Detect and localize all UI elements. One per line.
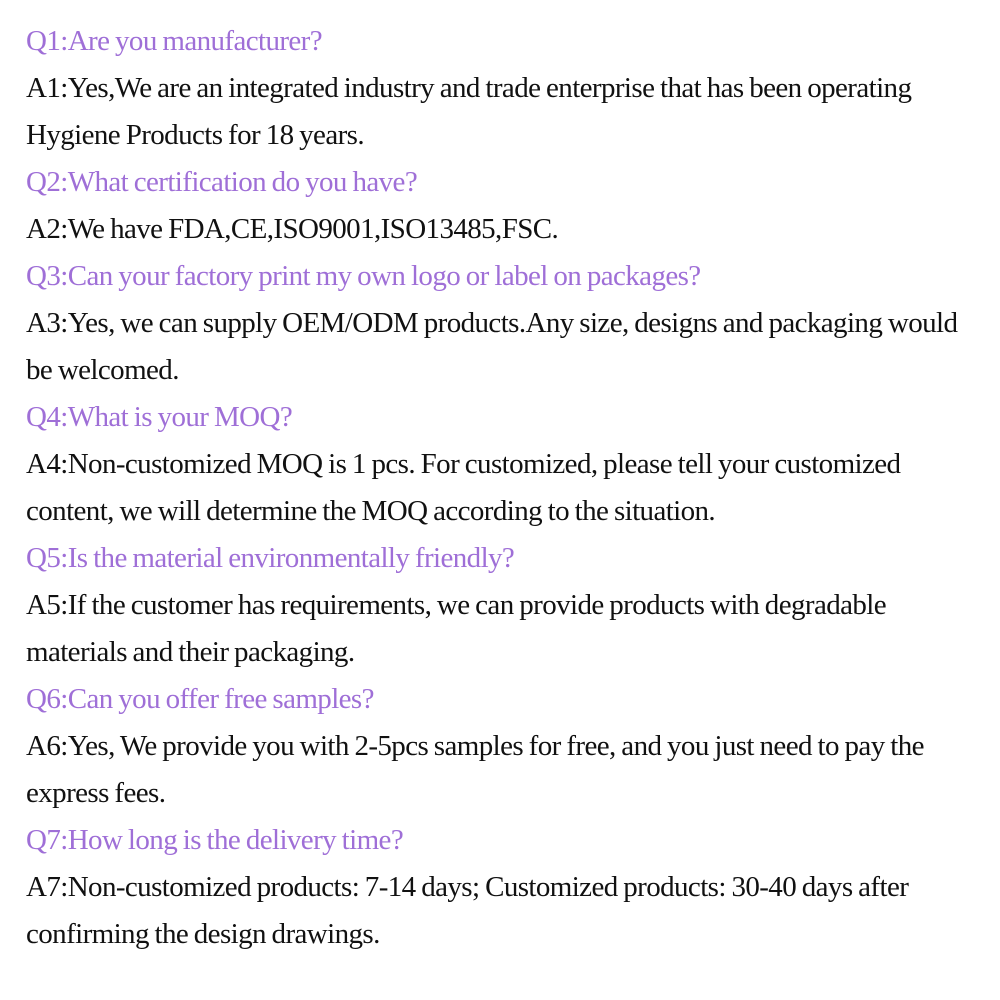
- faq-question-6: Q6:Can you offer free samples?: [26, 683, 374, 715]
- faq-answer-3: A3:Yes, we can supply OEM/ODM products.Any size, designs and packaging would be welcomed.: [26, 307, 958, 386]
- faq-answer-4: A4:Non-customized MOQ is 1 pcs. For customized, please tell your customized content, we will determine the MOQ according to the situation.: [26, 448, 901, 527]
- faq-question-2: Q2:What certification do you have?: [26, 166, 418, 198]
- faq-question-4: Q4:What is your MOQ?: [26, 401, 293, 433]
- faq-answer-1: A1:Yes,We are an integrated industry and trade enterprise that has been operating Hygiene Products for 18 years.: [26, 72, 912, 151]
- faq-list: [26, 18, 976, 958]
- faq-answer-5: A5:If the customer has requirements, we can provide products with degradable materials and their packaging.: [26, 589, 887, 668]
- faq-answer-6: A6:Yes, We provide you with 2-5pcs samples for free, and you just need to pay the express fees.: [26, 730, 924, 809]
- faq-question-1: Q1:Are you manufacturer?: [26, 25, 323, 57]
- faq-answer-7: A7:Non-customized products: 7-14 days; Customized products: 30-40 days after confirming the design drawings.: [26, 871, 909, 950]
- faq-question-5: Q5:Is the material environmentally friendly?: [26, 542, 515, 574]
- faq-question-3: Q3:Can your factory print my own logo or label on packages?: [26, 260, 701, 292]
- faq-answer-2: A2:We have FDA,CE,ISO9001,ISO13485,FSC.: [26, 213, 559, 245]
- faq-question-7: Q7:How long is the delivery time?: [26, 824, 404, 856]
